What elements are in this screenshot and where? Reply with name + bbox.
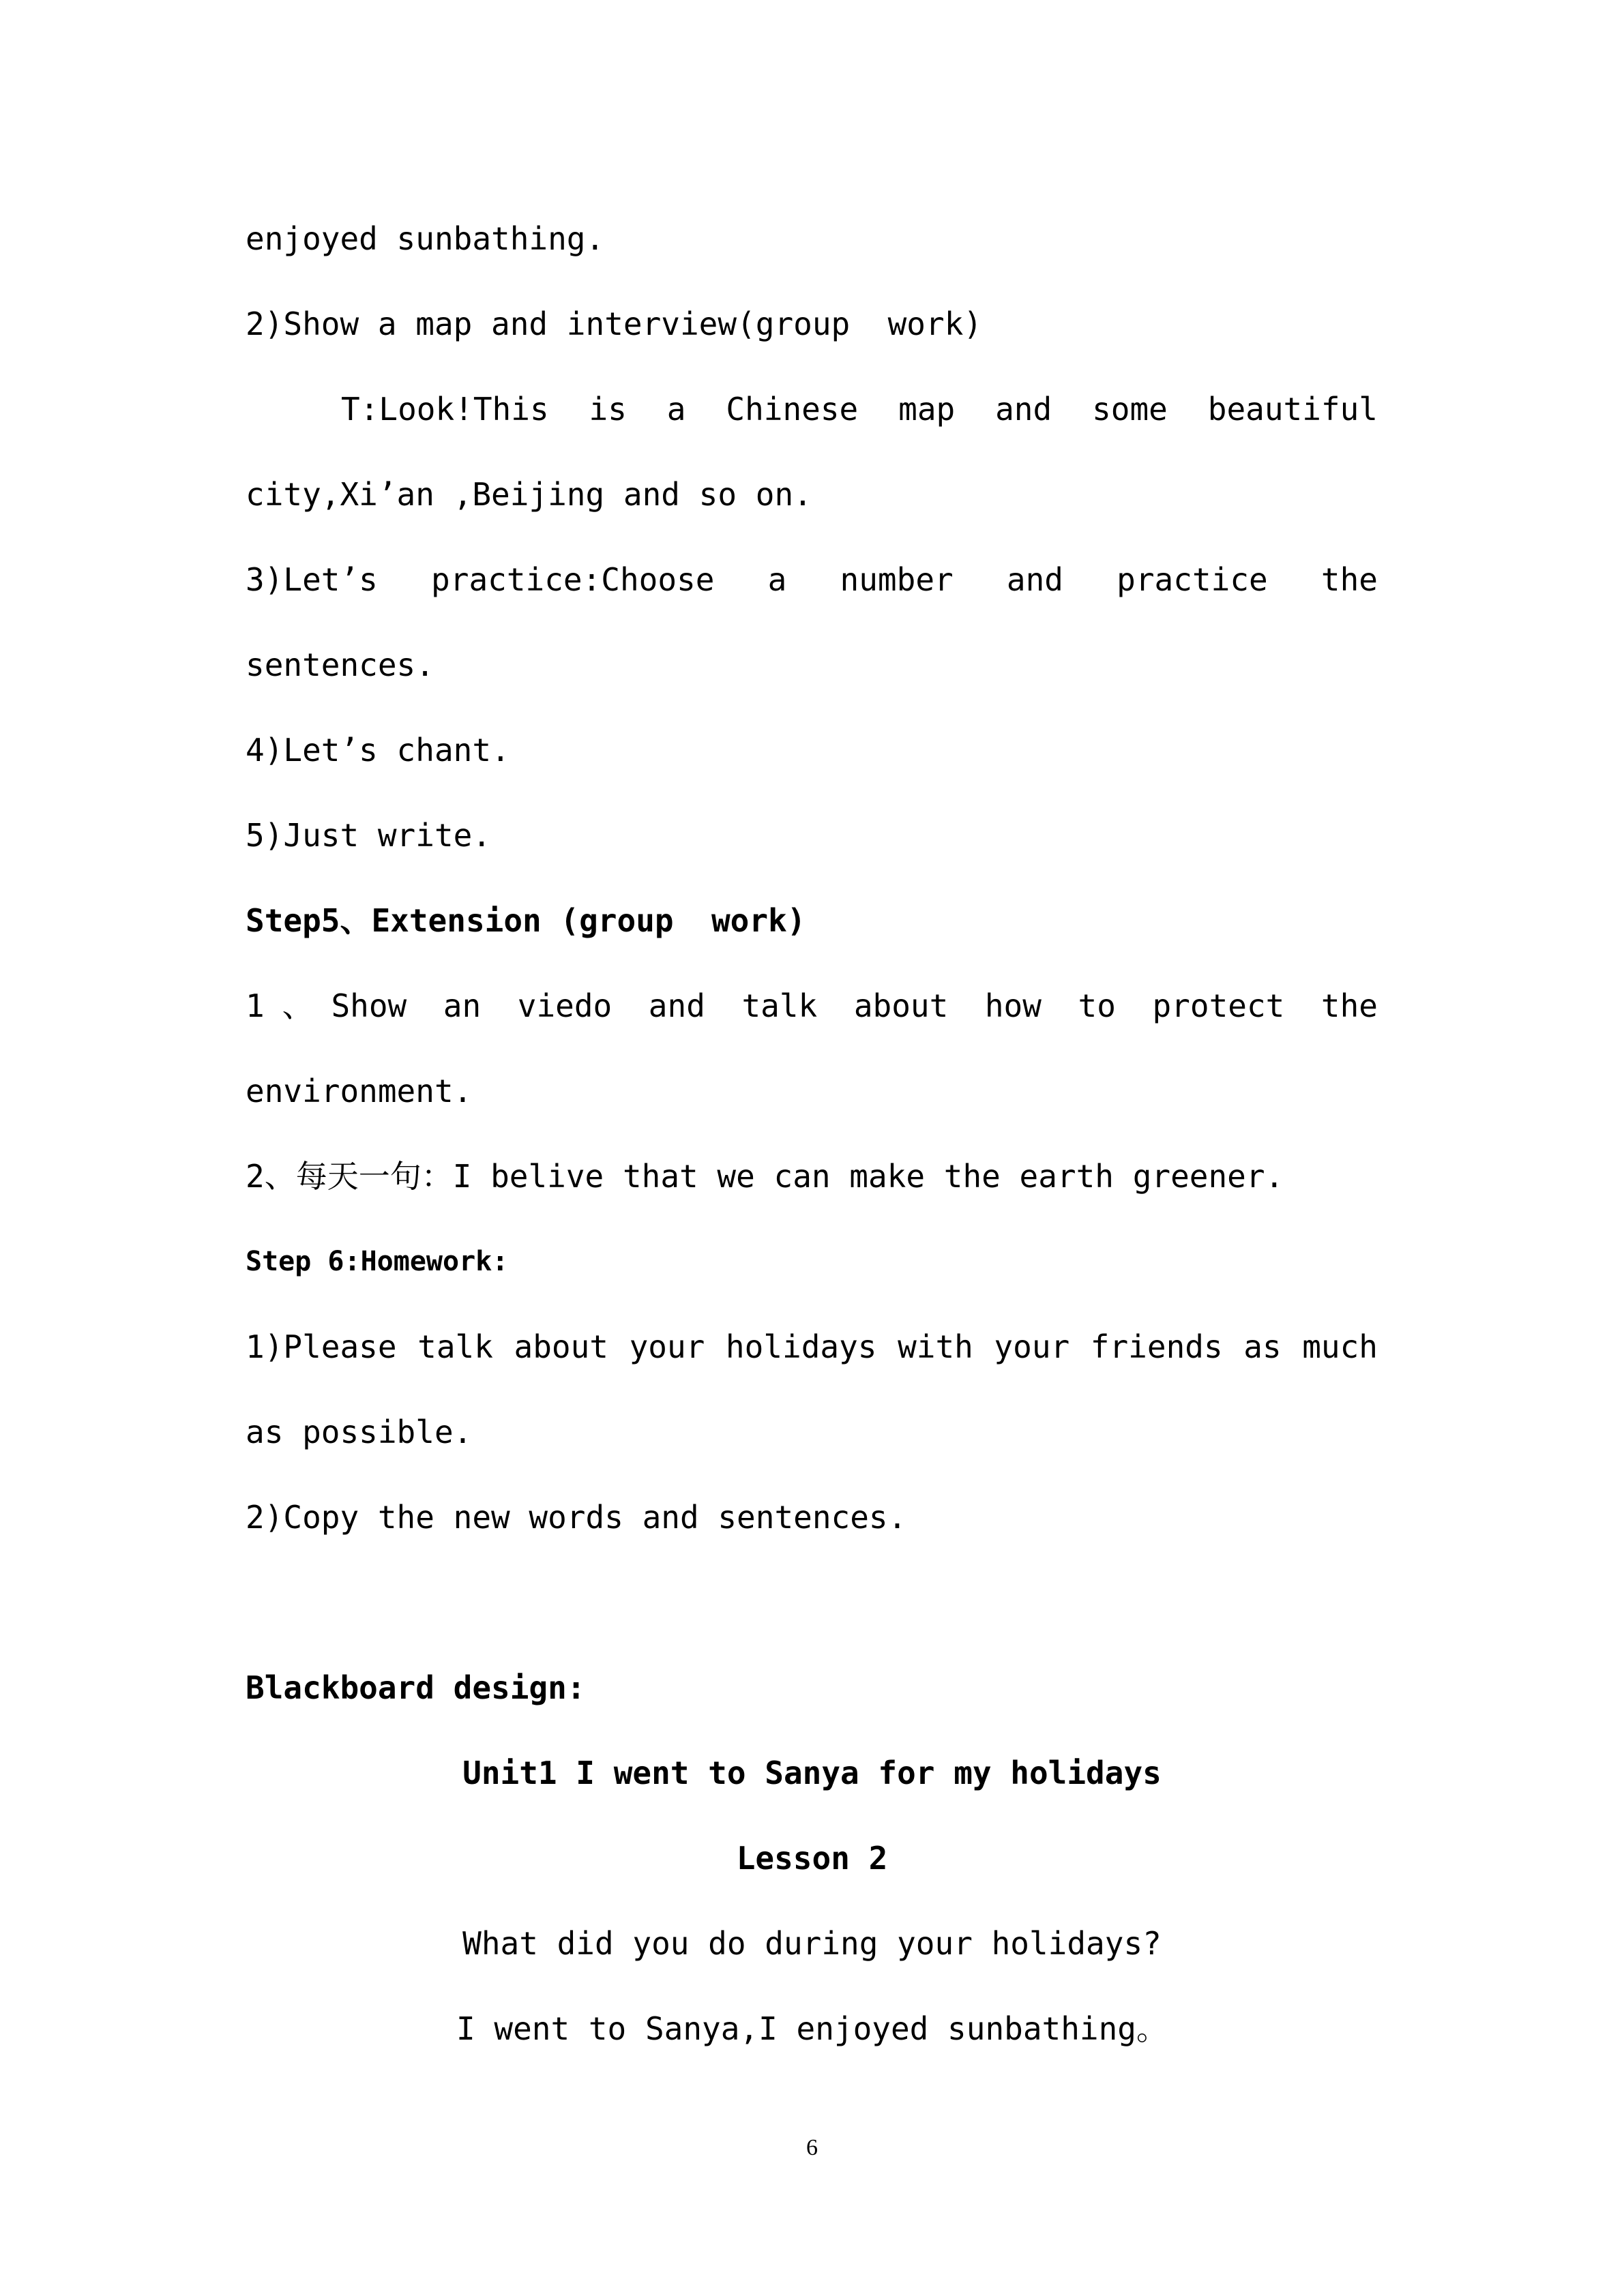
blackboard-heading: Blackboard design: [246,1669,586,1706]
text-line: as possible. [246,1414,473,1450]
text-line: 2)Copy the new words and sentences. [246,1499,907,1536]
text-line: 2)Show a map and interview(group work) [246,305,983,342]
blackboard-lesson: Lesson 2 [736,1840,888,1877]
blackboard-question: What did you do during your holidays? [462,1925,1162,1962]
text-line: enjoyed sunbathing. [246,220,605,257]
text-line: environment. [246,1073,473,1109]
blackboard-answer: I went to Sanya,I enjoyed sunbathing。 [456,2010,1168,2047]
text-line: 2、每天一句：I belive that we can make the earth greener. [246,1158,1284,1195]
text-line: sentences. [246,646,434,683]
text-line: 3)Let’s practice:Choose a number and practice the [246,561,1378,598]
step6-heading: Step 6:Homework: [246,1246,509,1277]
text-line: city,Xi’an ,Beijing and so on. [246,476,812,513]
text-line: 4)Let’s chant. [246,732,510,769]
text-line: T:Look!This is a Chinese map and some beautiful [341,391,1378,428]
text-line: 5)Just write. [246,817,492,854]
blackboard-unit-title: Unit1 I went to Sanya for my holidays [462,1755,1162,1791]
text-line: 1)Please talk about your holidays with your friends as much [246,1328,1378,1365]
text-line: 1、Show an viedo and talk about how to protect the [246,987,1378,1024]
page-number: 6 [806,2135,818,2160]
step5-heading: Step5、Extension (group work) [246,902,806,939]
